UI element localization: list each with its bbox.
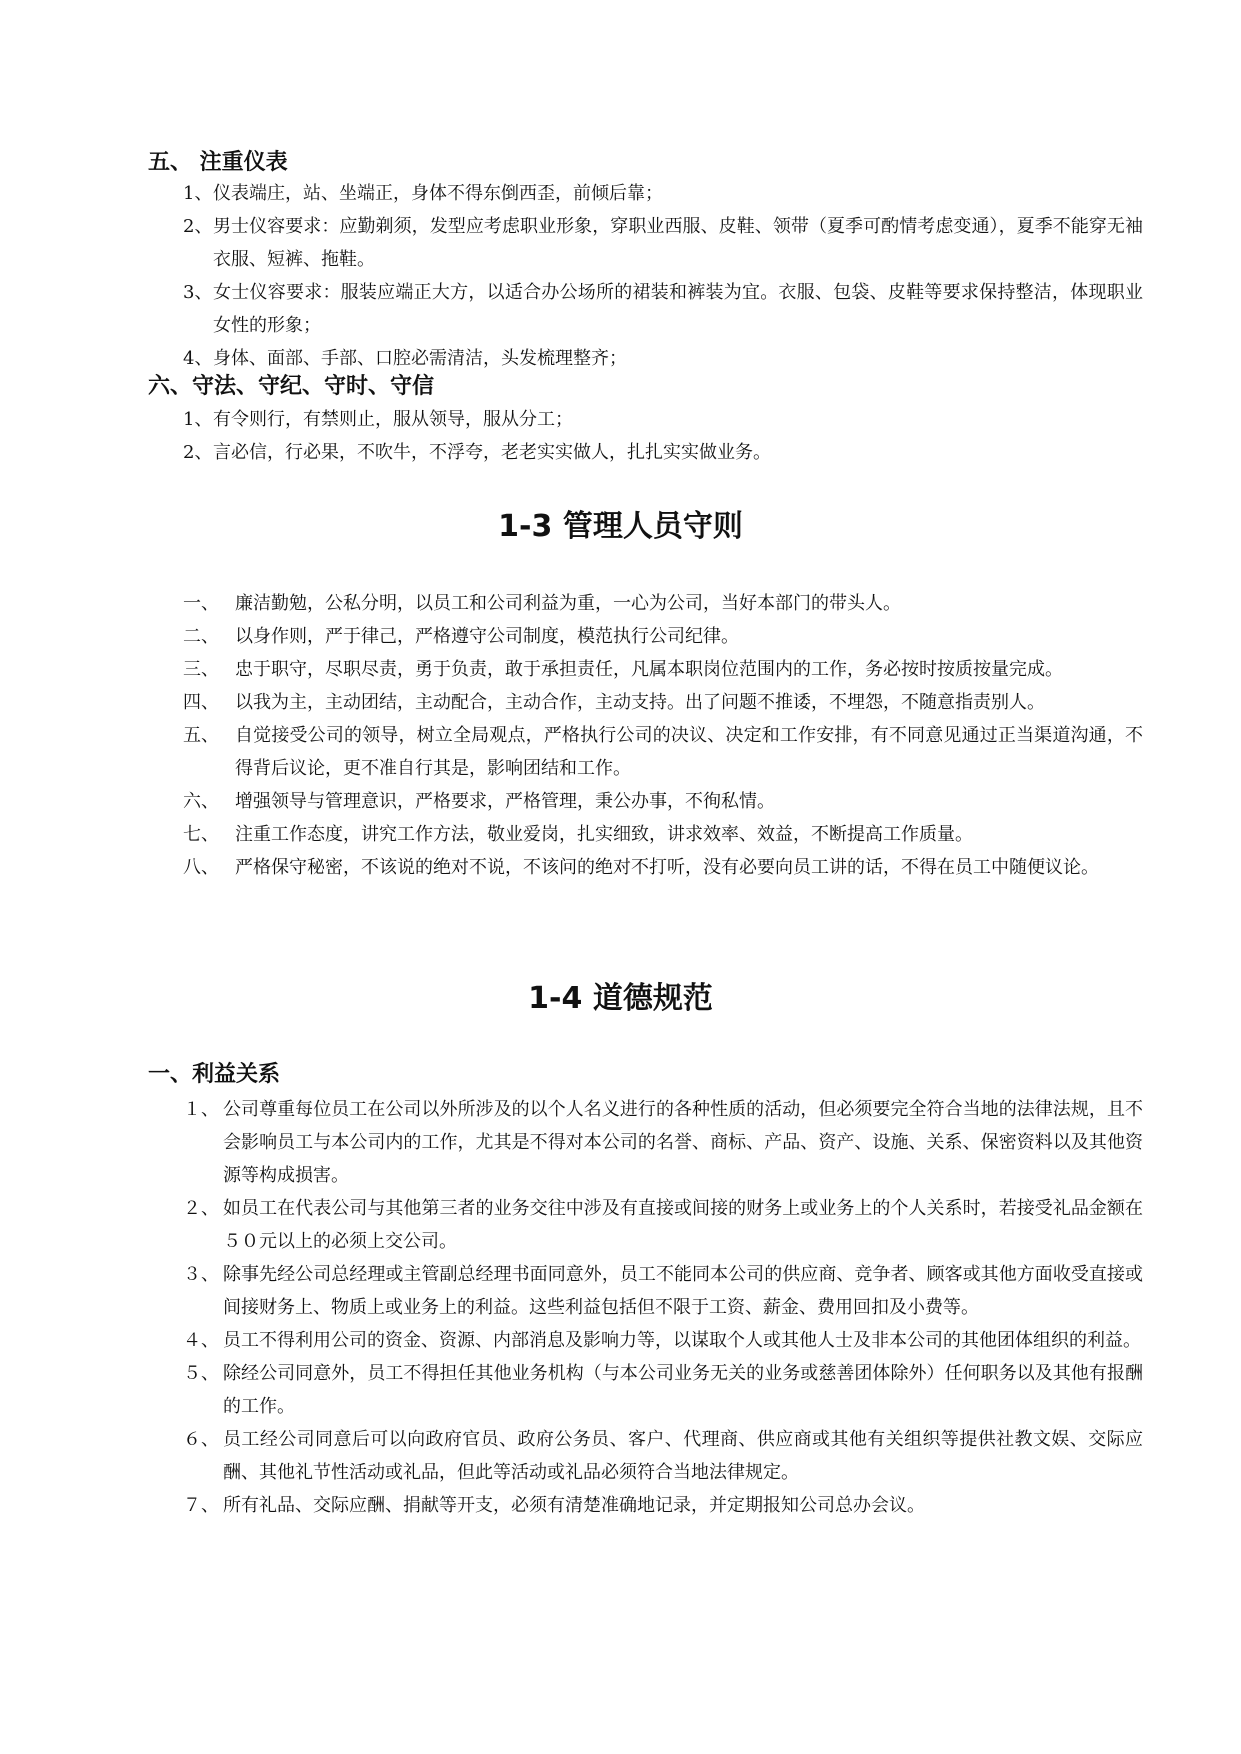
list-item xyxy=(183,276,1143,342)
list-item xyxy=(183,1357,1143,1423)
item-number: ７、 xyxy=(183,1495,219,1516)
item-number: 1、 xyxy=(183,409,213,430)
item-text: 注重工作态度，讲究工作方法，敬业爱岗，扎实细致，讲求效率、效益，不断提高工作质量。 xyxy=(235,824,973,845)
item-text: 男士仪容要求：应勤剃须，发型应考虑职业形象，穿职业西服、皮鞋、领带（夏季可酌情考虑变通），夏季不能穿无袖衣服、短裤、拖鞋。 xyxy=(213,216,1143,270)
item-number: １、 xyxy=(183,1099,219,1120)
chapter-1-3-title: 1-3 管理人员守则 xyxy=(498,509,743,544)
item-text: 以身作则，严于律己，严格遵守公司制度，模范执行公司纪律。 xyxy=(235,626,739,647)
item-text: 仪表端庄，站、坐端正，身体不得东倒西歪，前倾后靠； xyxy=(213,183,663,204)
item-text: 公司尊重每位员工在公司以外所涉及的以个人名义进行的各种性质的活动，但必须要完全符合当地的法律法规，且不会影响员工与本公司内的工作，尤其是不得对本公司的名誉、商标、产品、资产、设施、关系、保密资料以及其他资源等构成损害。 xyxy=(223,1099,1143,1186)
list-item xyxy=(183,1258,1143,1324)
list-item xyxy=(183,1324,1143,1357)
item-number: 五、 xyxy=(183,725,219,746)
item-number: 1、 xyxy=(183,183,213,204)
list-item xyxy=(183,342,1143,375)
chapter-1-3-list xyxy=(183,587,1143,884)
list-item xyxy=(183,1192,1143,1258)
list-item xyxy=(183,403,1143,436)
section-6-list xyxy=(183,403,1143,469)
item-text: 有令则行，有禁则止，服从领导，服从分工； xyxy=(213,409,573,430)
section-6-heading: 六、守法、守纪、守时、守信 xyxy=(148,374,435,399)
item-text: 以我为主，主动团结，主动配合，主动合作，主动支持。出了问题不推诿，不埋怨，不随意指责别人。 xyxy=(235,692,1045,713)
item-text: 严格保守秘密，不该说的绝对不说，不该问的绝对不打听，没有必要向员工讲的话，不得在员工中随便议论。 xyxy=(235,857,1099,878)
item-text: 女士仪容要求：服装应端正大方，以适合办公场所的裙装和裤装为宜。衣服、包袋、皮鞋等要求保持整洁，体现职业女性的形象； xyxy=(213,282,1143,336)
list-item xyxy=(183,1093,1143,1192)
list-item xyxy=(183,620,1143,653)
item-number: 一、 xyxy=(183,593,219,614)
item-text: 除事先经公司总经理或主管副总经理书面同意外，员工不能同本公司的供应商、竞争者、顾客或其他方面收受直接或间接财务上、物质上或业务上的利益。这些利益包括但不限于工资、薪金、费用回扣及小费等。 xyxy=(223,1264,1143,1318)
item-text: 员工经公司同意后可以向政府官员、政府公务员、客户、代理商、供应商或其他有关组织等提供社教文娱、交际应酬、其他礼节性活动或礼品，但此等活动或礼品必须符合当地法律规定。 xyxy=(223,1429,1143,1483)
item-number: 3、 xyxy=(183,282,213,303)
chapter-1-4-title: 1-4 道德规范 xyxy=(528,981,713,1016)
item-number: ５、 xyxy=(183,1363,219,1384)
list-item xyxy=(183,436,1143,469)
item-number: ２、 xyxy=(183,1198,219,1219)
item-number: ６、 xyxy=(183,1429,219,1450)
item-text: 所有礼品、交际应酬、捐献等开支，必须有清楚准确地记录，并定期报知公司总办会议。 xyxy=(223,1495,925,1516)
item-number: ３、 xyxy=(183,1264,219,1285)
section-5-heading: 五、 注重仪表 xyxy=(148,150,288,175)
item-number: 三、 xyxy=(183,659,219,680)
list-item xyxy=(183,177,1143,210)
item-text: 如员工在代表公司与其他第三者的业务交往中涉及有直接或间接的财务上或业务上的个人关系时，若接受礼品金额在５０元以上的必须上交公司。 xyxy=(223,1198,1143,1252)
list-item xyxy=(183,210,1143,276)
item-text: 除经公司同意外，员工不得担任其他业务机构（与本公司业务无关的业务或慈善团体除外）任何职务以及其他有报酬的工作。 xyxy=(223,1363,1143,1417)
item-text: 身体、面部、手部、口腔必需清洁，头发梳理整齐； xyxy=(213,348,627,369)
item-number: 4、 xyxy=(183,348,213,369)
list-item xyxy=(183,818,1143,851)
item-number: ４、 xyxy=(183,1330,219,1351)
item-number: 七、 xyxy=(183,824,219,845)
list-item xyxy=(183,1489,1143,1522)
subsection-heading: 一、利益关系 xyxy=(148,1062,281,1087)
item-text: 廉洁勤勉，公私分明，以员工和公司利益为重，一心为公司，当好本部门的带头人。 xyxy=(235,593,901,614)
item-text: 忠于职守，尽职尽责，勇于负责，敢于承担责任，凡属本职岗位范围内的工作，务必按时按质按量完成。 xyxy=(235,659,1063,680)
list-item xyxy=(183,686,1143,719)
chapter-1-4-list xyxy=(183,1093,1143,1522)
section-5-list xyxy=(183,177,1143,375)
item-number: 四、 xyxy=(183,692,219,713)
list-item xyxy=(183,1423,1143,1489)
list-item xyxy=(183,719,1143,785)
item-text: 员工不得利用公司的资金、资源、内部消息及影响力等，以谋取个人或其他人士及非本公司的其他团体组织的利益。 xyxy=(223,1330,1141,1351)
list-item xyxy=(183,851,1143,884)
list-item xyxy=(183,653,1143,686)
item-number: 二、 xyxy=(183,626,219,647)
item-number: 2、 xyxy=(183,216,213,237)
item-number: 八、 xyxy=(183,857,219,878)
item-number: 六、 xyxy=(183,791,219,812)
item-number: 2、 xyxy=(183,442,213,463)
item-text: 言必信，行必果，不吹牛，不浮夸，老老实实做人，扎扎实实做业务。 xyxy=(213,442,771,463)
list-item xyxy=(183,587,1143,620)
item-text: 增强领导与管理意识，严格要求，严格管理，秉公办事，不徇私情。 xyxy=(235,791,775,812)
list-item xyxy=(183,785,1143,818)
item-text: 自觉接受公司的领导，树立全局观点，严格执行公司的决议、决定和工作安排，有不同意见通过正当渠道沟通，不得背后议论，更不准自行其是，影响团结和工作。 xyxy=(235,725,1143,779)
